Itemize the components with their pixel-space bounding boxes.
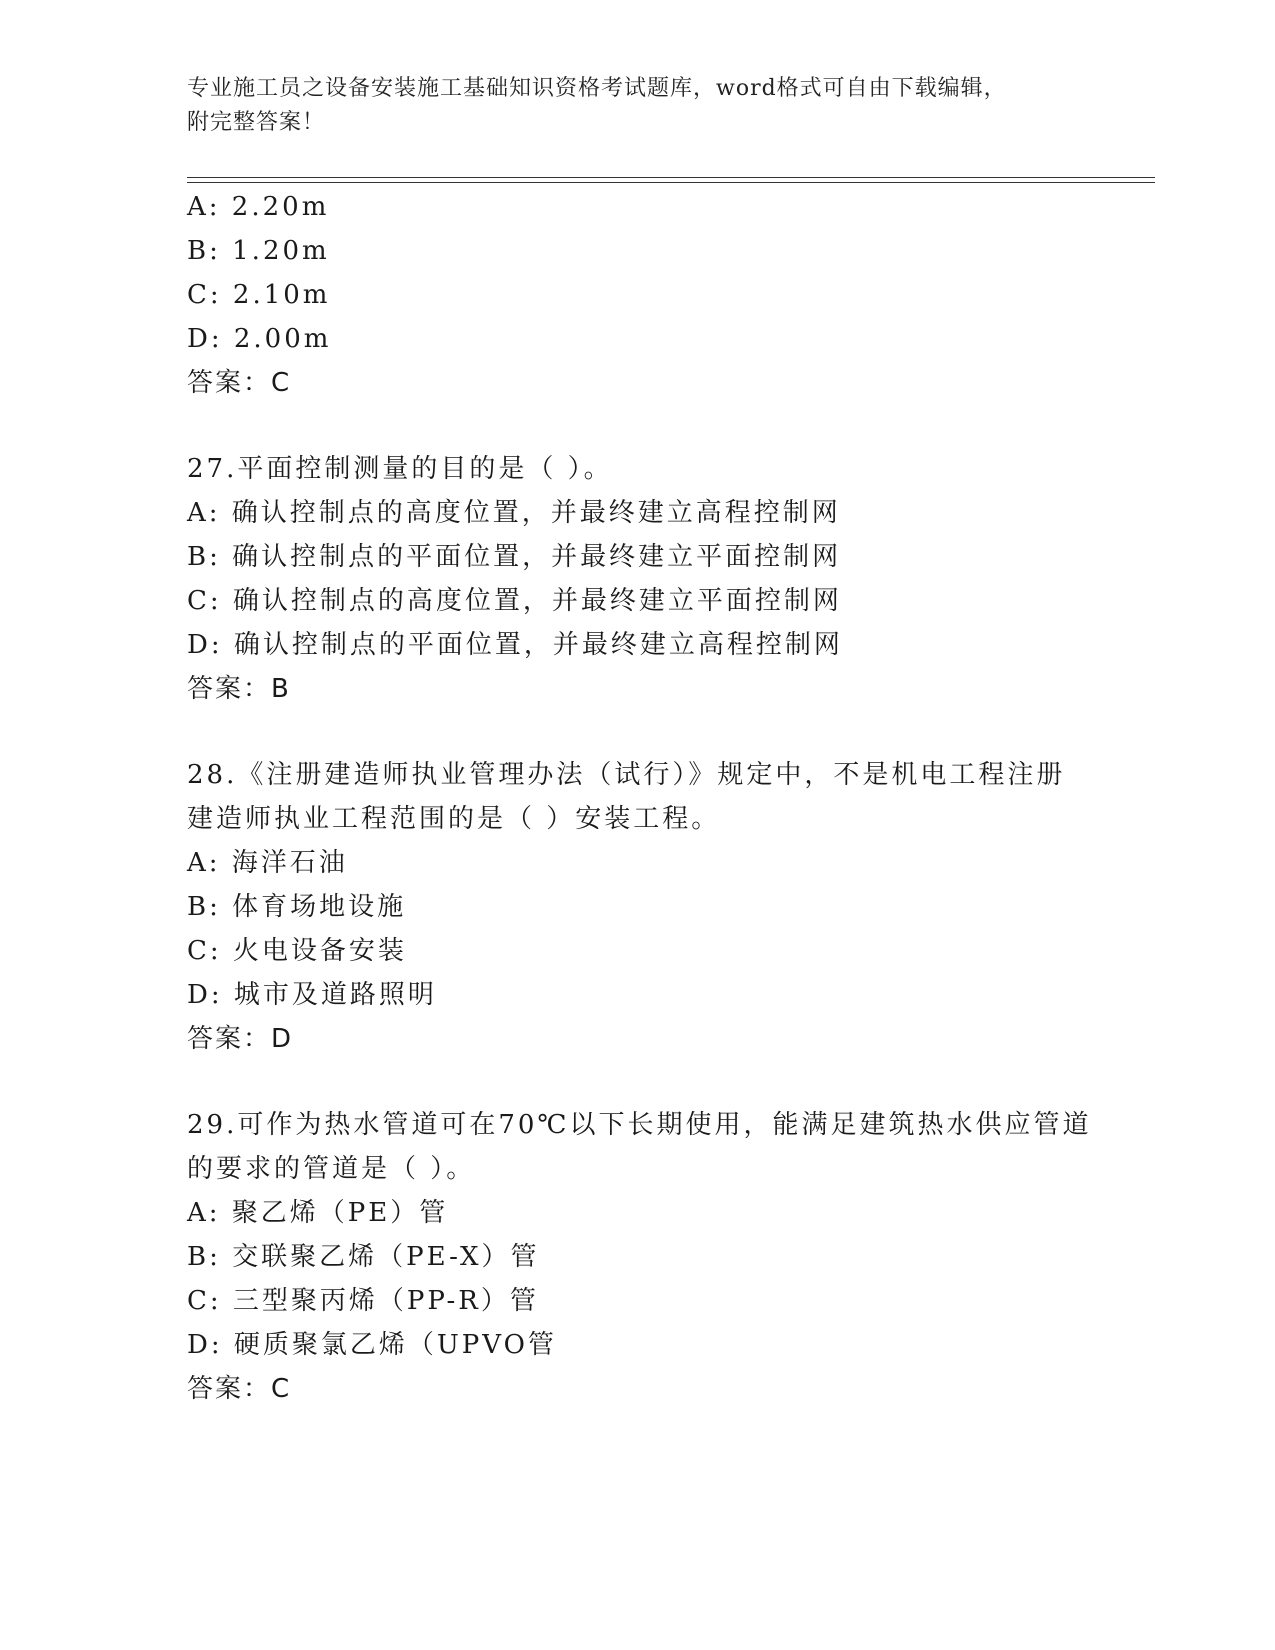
- header-line-2: 附完整答案！: [187, 110, 326, 135]
- q29-option-b: B: 交联聚乙烯（PE-X）管: [187, 1242, 540, 1272]
- q26-answer: 答案：C: [187, 368, 292, 398]
- q27-option-b: B: 确认控制点的平面位置，并最终建立平面控制网: [187, 542, 842, 572]
- q28-stem-line-2: 建造师执业工程范围的是（ ）安装工程。: [187, 804, 721, 834]
- header-rule-bottom: [187, 182, 1155, 183]
- q27-stem: 27.平面控制测量的目的是（ ）。: [187, 454, 613, 484]
- q29-option-a: A: 聚乙烯（PE）管: [187, 1198, 449, 1228]
- q28-option-c: C: 火电设备安装: [187, 936, 407, 966]
- q26-option-b: B: 1.20m: [187, 236, 330, 266]
- q26-option-d: D: 2.00m: [187, 324, 332, 354]
- q27-answer: 答案：B: [187, 674, 291, 704]
- q26-option-c: C: 2.10m: [187, 280, 331, 310]
- q28-stem-line-1: 28.《注册建造师执业管理办法（试行）》规定中，不是机电工程注册: [187, 760, 1066, 790]
- header-rule-top: [187, 177, 1155, 178]
- q29-stem-line-2: 的要求的管道是（ ）。: [187, 1154, 476, 1184]
- q27-option-a: A: 确认控制点的高度位置，并最终建立高程控制网: [187, 498, 841, 528]
- q27-option-c: C: 确认控制点的高度位置，并最终建立平面控制网: [187, 586, 842, 616]
- document-header: [187, 72, 1067, 140]
- q28-answer: 答案：D: [187, 1024, 294, 1054]
- q29-answer: 答案：C: [187, 1374, 292, 1404]
- q29-option-d: D: 硬质聚氯乙烯（UPVO管: [187, 1330, 557, 1360]
- q29-stem-line-1: 29.可作为热水管道可在70℃以下长期使用，能满足建筑热水供应管道: [187, 1110, 1092, 1140]
- q28-option-d: D: 城市及道路照明: [187, 980, 437, 1010]
- q28-option-a: A: 海洋石油: [187, 848, 348, 878]
- header-line-1: 专业施工员之设备安装施工基础知识资格考试题库，word格式可自由下载编辑，: [187, 76, 1007, 101]
- q28-option-b: B: 体育场地设施: [187, 892, 407, 922]
- q26-option-a: A: 2.20m: [187, 192, 330, 222]
- q29-option-c: C: 三型聚丙烯（PP-R）管: [187, 1286, 539, 1316]
- q27-option-d: D: 确认控制点的平面位置，并最终建立高程控制网: [187, 630, 843, 660]
